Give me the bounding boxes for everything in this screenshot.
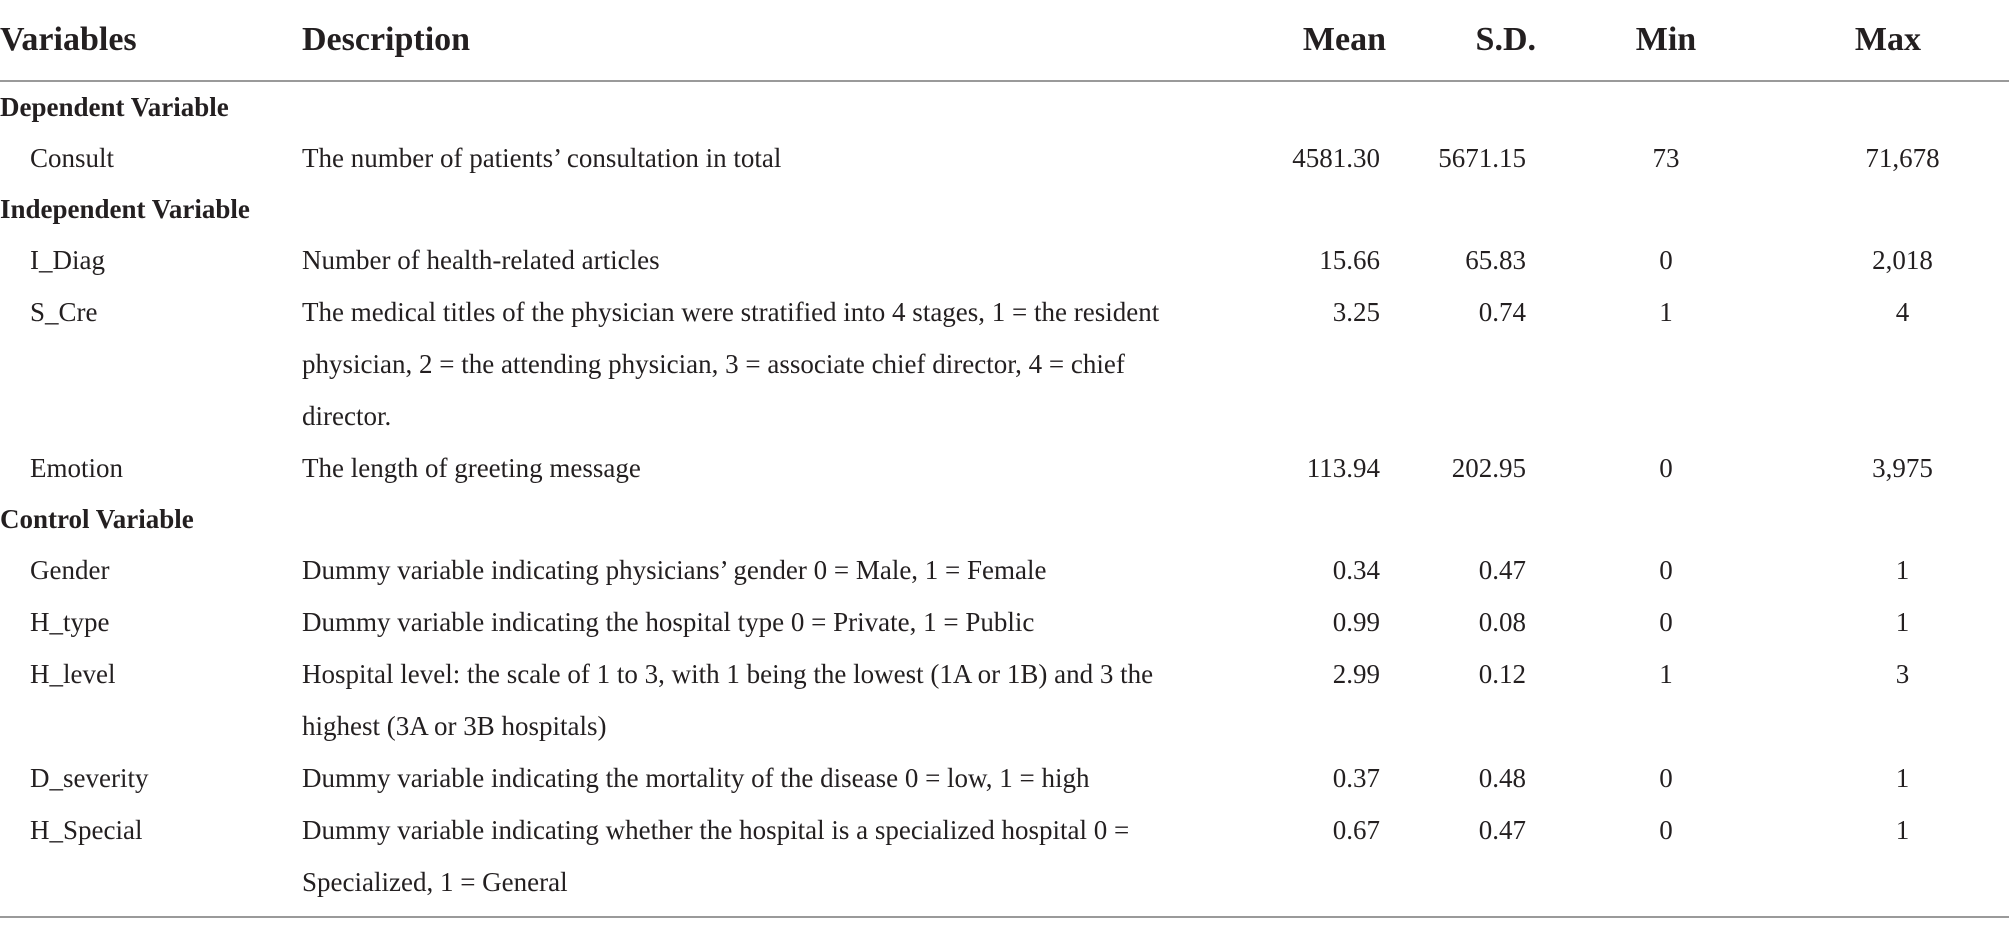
max-cell: 3,975 (1872, 453, 1933, 483)
variable-cell: Consult (30, 143, 115, 173)
table-row (0, 804, 2009, 917)
description-cell: Hospital level: the scale of 1 to 3, with 1 being the lowest (1A or 1B) and 3 the highest (3A or 3B hospitals) (302, 659, 1154, 741)
max-cell: 2,018 (1872, 245, 1933, 275)
table-row (0, 286, 2009, 442)
sd-cell: 0.12 (1478, 659, 1526, 689)
min-cell: 0 (1659, 453, 1673, 483)
header-max: Max (1756, 0, 2009, 81)
section-title: Dependent Variable (0, 92, 229, 122)
table-row (0, 132, 2009, 184)
description-cell: The medical titles of the physician were stratified into 4 stages, 1 = the resident physician, 2 = the attending physician, 3 = associate chief director, 4 = chief director. (302, 297, 1160, 431)
header-description: Description (302, 0, 1220, 81)
max-cell: 71,678 (1865, 143, 1940, 173)
mean-cell: 3.25 (1332, 297, 1380, 327)
mean-cell: 15.66 (1319, 245, 1380, 275)
mean-cell: 2.99 (1332, 659, 1380, 689)
section-title: Independent Variable (0, 194, 250, 224)
max-cell: 1 (1895, 607, 1910, 637)
description-cell: Dummy variable indicating the mortality of the disease 0 = low, 1 = high (302, 763, 1090, 793)
section-header-dependent (0, 81, 2009, 132)
header-row (0, 0, 2009, 81)
mean-cell: 4581.30 (1292, 143, 1380, 173)
min-cell: 0 (1659, 607, 1673, 637)
table-row (0, 648, 2009, 752)
table-row (0, 442, 2009, 494)
min-cell: 0 (1659, 763, 1673, 793)
variable-cell: Gender (30, 555, 110, 585)
header-mean: Mean (1220, 0, 1386, 81)
min-cell: 0 (1659, 555, 1673, 585)
description-cell: Dummy variable indicating physicians’ gender 0 = Male, 1 = Female (302, 555, 1047, 585)
description-cell: The length of greeting message (302, 453, 641, 483)
sd-cell: 0.47 (1478, 555, 1526, 585)
description-cell: Dummy variable indicating whether the hospital is a specialized hospital 0 = Specialized, 1 = General (302, 815, 1130, 897)
variable-cell: D_severity (30, 763, 149, 793)
mean-cell: 0.67 (1332, 815, 1380, 845)
max-cell: 1 (1895, 555, 1910, 585)
section-title: Control Variable (0, 504, 194, 534)
mean-cell: 113.94 (1306, 453, 1380, 483)
table-row (0, 752, 2009, 804)
sd-cell: 5671.15 (1438, 143, 1526, 173)
variable-cell: H_Special (30, 815, 143, 845)
header-min: Min (1576, 0, 1756, 81)
variable-cell: I_Diag (30, 245, 105, 275)
mean-cell: 0.34 (1332, 555, 1380, 585)
min-cell: 0 (1659, 245, 1673, 275)
table-row (0, 544, 2009, 596)
max-cell: 3 (1895, 659, 1910, 689)
table-header (0, 0, 2009, 81)
table-body (0, 81, 2009, 917)
min-cell: 73 (1652, 143, 1680, 173)
section-header-independent (0, 184, 2009, 234)
variable-cell: H_type (30, 607, 110, 637)
section-header-control (0, 494, 2009, 544)
variable-cell: H_level (30, 659, 116, 689)
max-cell: 4 (1895, 297, 1910, 327)
min-cell: 1 (1659, 297, 1673, 327)
sd-cell: 0.08 (1478, 607, 1526, 637)
sd-cell: 202.95 (1451, 453, 1526, 483)
sd-cell: 65.83 (1465, 245, 1526, 275)
mean-cell: 0.99 (1332, 607, 1380, 637)
description-cell: The number of patients’ consultation in total (302, 143, 782, 173)
table-row (0, 234, 2009, 286)
table-row (0, 596, 2009, 648)
max-cell: 1 (1895, 815, 1910, 845)
description-cell: Dummy variable indicating the hospital type 0 = Private, 1 = Public (302, 607, 1035, 637)
sd-cell: 0.47 (1478, 815, 1526, 845)
sd-cell: 0.74 (1478, 297, 1526, 327)
min-cell: 1 (1659, 659, 1673, 689)
description-cell: Number of health-related articles (302, 245, 660, 275)
variable-cell: S_Cre (30, 297, 98, 327)
mean-cell: 0.37 (1332, 763, 1380, 793)
header-variables: Variables (0, 0, 302, 81)
sd-cell: 0.48 (1478, 763, 1526, 793)
variable-cell: Emotion (30, 453, 123, 483)
max-cell: 1 (1895, 763, 1910, 793)
header-sd: S.D. (1386, 0, 1576, 81)
min-cell: 0 (1659, 815, 1673, 845)
